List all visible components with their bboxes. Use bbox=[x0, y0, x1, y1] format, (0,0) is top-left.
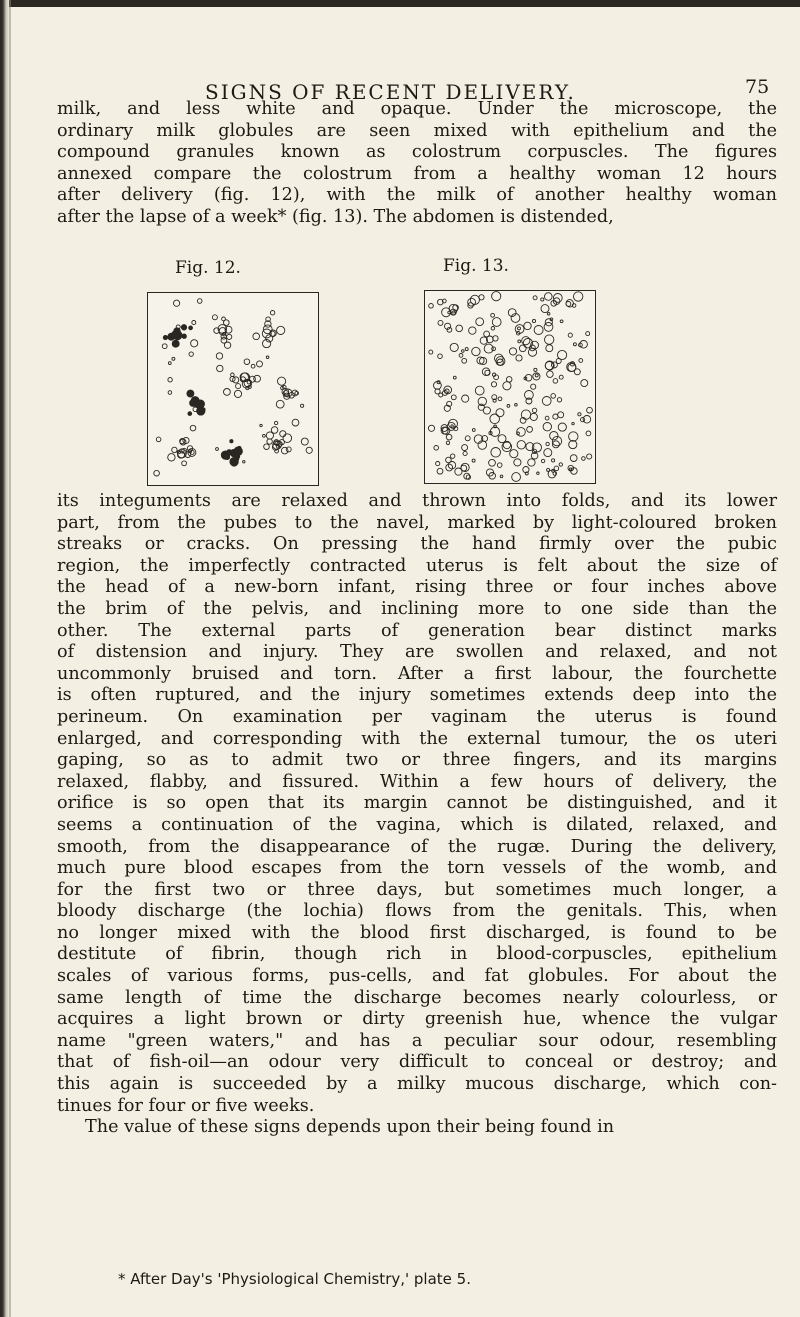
text-line: destitute of fibrin, though rich in blood-corpuscles, epithelium bbox=[57, 944, 777, 965]
globule bbox=[429, 350, 433, 354]
globule bbox=[472, 347, 480, 355]
globule bbox=[156, 437, 161, 442]
globule bbox=[514, 459, 521, 466]
globule bbox=[545, 416, 549, 420]
globule bbox=[485, 370, 490, 375]
text-line: compound granules known as colostrum corpuscles. The figures bbox=[57, 142, 777, 163]
globule bbox=[446, 434, 452, 440]
globule bbox=[528, 459, 535, 466]
text-line: part, from the pubes to the navel, marked by light-coloured broken bbox=[57, 512, 777, 533]
text-line: name "green waters," and has a peculiar sour odour, resembling bbox=[57, 1030, 777, 1051]
globule bbox=[578, 413, 581, 416]
text-line: for the first two or three days, but sometimes much longer, a bbox=[57, 879, 777, 900]
globule bbox=[278, 377, 286, 385]
globule bbox=[541, 298, 544, 301]
globule bbox=[550, 432, 558, 440]
globule bbox=[459, 354, 463, 358]
globule bbox=[286, 447, 291, 452]
globule bbox=[191, 340, 198, 347]
globule bbox=[582, 457, 586, 461]
globule bbox=[482, 368, 490, 376]
globule bbox=[212, 315, 217, 320]
globule bbox=[568, 333, 572, 337]
globule bbox=[267, 439, 272, 444]
globule bbox=[532, 319, 535, 322]
globule bbox=[233, 377, 239, 383]
globule bbox=[517, 441, 525, 449]
text-line: seems a continuation of the vagina, which is dilated, relaxed, and bbox=[57, 814, 777, 835]
globule bbox=[263, 434, 266, 437]
text-line: that of fish-oil—an odour very difficult to conceal or destroy; and bbox=[57, 1052, 777, 1073]
globule bbox=[572, 422, 574, 424]
text-line: uncommonly bruised and torn. After a first labour, the fourchette bbox=[57, 663, 777, 684]
globule bbox=[530, 413, 537, 420]
globule bbox=[558, 412, 564, 418]
globule bbox=[451, 454, 455, 458]
globule bbox=[553, 414, 558, 419]
globule bbox=[557, 398, 561, 402]
globule bbox=[468, 298, 476, 306]
globule bbox=[573, 343, 576, 346]
globule bbox=[257, 361, 263, 367]
text-line: after delivery (fig. 12), with the milk of another healthy woman bbox=[57, 185, 777, 206]
globule bbox=[518, 327, 521, 330]
globule bbox=[451, 425, 453, 427]
globule bbox=[451, 395, 456, 400]
globule bbox=[243, 461, 245, 463]
text-line: its integuments are relaxed and thrown into folds, and its lower bbox=[57, 491, 777, 511]
text-line: acquires a light brown or dirty greenish hue, whence the vulgar bbox=[57, 1009, 777, 1030]
globule bbox=[510, 450, 518, 458]
globule bbox=[463, 451, 467, 455]
globule bbox=[559, 463, 562, 466]
globule bbox=[489, 459, 496, 466]
globule bbox=[188, 412, 192, 416]
globule bbox=[507, 405, 510, 408]
globule bbox=[560, 320, 563, 323]
globule bbox=[586, 332, 590, 336]
globule bbox=[301, 438, 308, 445]
paragraph-colostrum bbox=[57, 99, 777, 229]
globule bbox=[450, 343, 458, 351]
globule bbox=[224, 389, 231, 396]
globule bbox=[271, 427, 278, 434]
figure-13-milk-microscopy bbox=[424, 290, 596, 484]
colostrum-globules-drawing bbox=[148, 293, 318, 485]
text-line: streaks or cracks. On pressing the hand firmly over the pubic bbox=[57, 534, 777, 555]
globule bbox=[518, 340, 521, 343]
globule bbox=[168, 378, 172, 382]
text-line: the head of a new-born infant, rising three or four inches above bbox=[57, 577, 777, 598]
page-number: 75 bbox=[745, 76, 770, 98]
globule bbox=[503, 382, 511, 390]
globule bbox=[541, 459, 544, 462]
globule bbox=[277, 326, 285, 334]
globule bbox=[172, 331, 178, 337]
globule bbox=[190, 400, 197, 407]
globule bbox=[190, 425, 196, 431]
globule bbox=[495, 354, 504, 363]
globule bbox=[479, 295, 484, 300]
text-line: other. The external parts of generation bear distinct marks bbox=[57, 620, 777, 641]
globule bbox=[545, 361, 554, 370]
globule bbox=[472, 429, 475, 432]
globule bbox=[558, 423, 566, 431]
globule bbox=[253, 333, 260, 340]
globule bbox=[266, 356, 269, 359]
globule bbox=[230, 440, 233, 443]
globule bbox=[547, 371, 554, 378]
globule bbox=[472, 459, 475, 462]
globule bbox=[587, 454, 592, 459]
globule bbox=[306, 447, 312, 453]
globule bbox=[532, 408, 536, 412]
globule bbox=[276, 400, 284, 408]
globule bbox=[491, 448, 501, 458]
globule bbox=[260, 424, 262, 426]
text-line: this again is succeeded by a milky mucous discharge, which con- bbox=[57, 1074, 777, 1095]
globule bbox=[546, 345, 553, 352]
globule bbox=[234, 447, 243, 456]
figure-12-label: Fig. 12. bbox=[175, 258, 241, 278]
globule bbox=[251, 364, 255, 368]
globule bbox=[436, 462, 440, 466]
text-line: annexed compare the colostrum from a healthy woman 12 hours bbox=[57, 163, 777, 184]
globule bbox=[494, 375, 499, 380]
globule bbox=[462, 358, 467, 363]
globule bbox=[274, 421, 277, 424]
text-line: milk, and less white and opaque. Under the microscope, the bbox=[57, 99, 777, 119]
globule bbox=[522, 337, 530, 345]
globule bbox=[469, 327, 476, 334]
globule bbox=[542, 397, 551, 406]
text-line: ordinary milk globules are seen mixed with epithelium and the bbox=[57, 120, 777, 141]
globule bbox=[163, 336, 167, 340]
running-head: SIGNS OF RECENT DELIVERY. bbox=[205, 80, 576, 104]
globule bbox=[475, 386, 484, 395]
globule bbox=[227, 334, 232, 339]
paragraph-signs-of-delivery bbox=[57, 491, 777, 1117]
globule bbox=[581, 380, 588, 387]
milk-globules-drawing bbox=[425, 291, 595, 483]
globule bbox=[484, 331, 490, 337]
globule bbox=[491, 327, 495, 331]
page-top-edge bbox=[0, 0, 800, 7]
globule bbox=[301, 404, 304, 407]
globule bbox=[172, 357, 175, 360]
globule bbox=[437, 468, 443, 474]
globule bbox=[428, 425, 434, 431]
globule bbox=[478, 441, 487, 450]
globule bbox=[574, 292, 583, 301]
text-line: relaxed, flabby, and fissured. Within a few hours of delivery, the bbox=[57, 771, 777, 792]
globule bbox=[270, 311, 274, 315]
globule bbox=[531, 384, 536, 389]
text-line: The value of these signs depends upon their being found in bbox=[85, 1117, 615, 1137]
globule bbox=[438, 320, 443, 325]
globule bbox=[462, 350, 465, 353]
globule bbox=[546, 442, 549, 445]
globule bbox=[579, 359, 583, 363]
globule bbox=[500, 475, 503, 478]
globule bbox=[446, 441, 449, 444]
text-line: of distension and injury. They are swollen and relaxed, and not bbox=[57, 642, 777, 663]
globule bbox=[182, 334, 186, 338]
globule bbox=[174, 300, 180, 306]
globule bbox=[534, 368, 537, 371]
globule bbox=[506, 377, 512, 383]
text-line: bloody discharge (the lochia) flows from the genitals. This, when bbox=[57, 901, 777, 922]
globule bbox=[429, 304, 434, 309]
globule bbox=[498, 397, 502, 401]
text-line: no longer mixed with the blood first discharged, is found to be bbox=[57, 922, 777, 943]
globule bbox=[189, 326, 193, 330]
globule bbox=[434, 446, 439, 451]
globule bbox=[533, 296, 537, 300]
text-line: is often ruptured, and the injury sometimes extends deep into the bbox=[57, 685, 777, 706]
globule bbox=[438, 354, 443, 359]
globule bbox=[559, 375, 563, 379]
globule bbox=[496, 409, 504, 417]
globule bbox=[448, 311, 451, 314]
text-line: perineum. On examination per vaginam the uterus is found bbox=[57, 706, 777, 727]
globule bbox=[182, 461, 187, 466]
globule bbox=[230, 458, 238, 466]
globule bbox=[534, 326, 543, 335]
globule bbox=[476, 318, 484, 326]
text-line: orifice is so open that its margin cannot be distinguished, and it bbox=[57, 793, 777, 814]
globule bbox=[224, 342, 230, 348]
globule bbox=[524, 322, 531, 329]
globule bbox=[553, 379, 558, 384]
globule bbox=[189, 352, 193, 356]
globule bbox=[283, 434, 292, 443]
globule bbox=[543, 423, 551, 431]
globule bbox=[519, 345, 526, 352]
paragraph-value-of-signs bbox=[57, 1117, 777, 1139]
text-line: the brim of the pelvis, and inclining more to one side than the bbox=[57, 598, 777, 619]
globule bbox=[462, 395, 469, 402]
globule bbox=[234, 390, 241, 397]
text-line: tinues for four or five weeks. bbox=[57, 1095, 315, 1116]
globule bbox=[168, 391, 172, 395]
text-line: scales of various forms, pus-cells, and fat globules. For about the bbox=[57, 966, 777, 987]
globule bbox=[197, 299, 202, 304]
text-line: smooth, from the disappearance of the rugæ. During the delivery, bbox=[57, 836, 777, 857]
globule bbox=[570, 455, 577, 462]
globule bbox=[264, 444, 270, 450]
globule bbox=[172, 340, 179, 347]
globule bbox=[554, 466, 559, 471]
globule bbox=[586, 431, 591, 436]
globule bbox=[551, 394, 556, 399]
globule bbox=[516, 355, 522, 361]
globule bbox=[181, 325, 186, 330]
globule bbox=[541, 305, 549, 313]
globule bbox=[569, 432, 578, 441]
globule bbox=[187, 390, 194, 397]
globule bbox=[217, 365, 223, 371]
globule bbox=[224, 320, 230, 326]
globule bbox=[512, 473, 521, 482]
globule bbox=[558, 350, 567, 359]
globule bbox=[492, 318, 501, 327]
globule bbox=[462, 445, 468, 451]
globule bbox=[483, 407, 490, 414]
globule bbox=[244, 359, 250, 365]
globule bbox=[456, 325, 463, 332]
text-line: region, the imperfectly contracted uterus is felt about the size of bbox=[57, 555, 777, 576]
footnote: * After Day's 'Physiological Chemistry,' plate 5. bbox=[118, 1270, 471, 1288]
globule bbox=[491, 313, 495, 317]
figure-12-colostrum-microscopy bbox=[147, 292, 319, 486]
globule bbox=[509, 348, 516, 355]
globule bbox=[537, 472, 539, 474]
globule bbox=[292, 419, 299, 426]
globule bbox=[216, 353, 222, 359]
book-gutter-shadow bbox=[0, 0, 9, 1317]
globule bbox=[545, 293, 553, 301]
globule bbox=[515, 404, 518, 407]
globule bbox=[236, 384, 241, 389]
globule bbox=[498, 435, 506, 443]
globule bbox=[587, 407, 593, 413]
globule bbox=[465, 348, 468, 351]
text-line: after the lapse of a week* (fig. 13). The abdomen is distended, bbox=[57, 206, 614, 227]
text-line: enlarged, and corresponding with the external tumour, the os uteri bbox=[57, 728, 777, 749]
globule bbox=[490, 414, 500, 424]
globule bbox=[172, 447, 177, 452]
globule bbox=[168, 362, 171, 365]
globule bbox=[216, 448, 219, 451]
globule bbox=[569, 441, 577, 449]
globule bbox=[552, 459, 555, 462]
globule bbox=[527, 427, 533, 433]
figure-13-label: Fig. 13. bbox=[443, 256, 509, 276]
globule bbox=[249, 376, 255, 382]
globule bbox=[168, 454, 175, 461]
globule bbox=[280, 431, 286, 437]
globule bbox=[162, 344, 167, 349]
globule bbox=[453, 376, 456, 379]
globule bbox=[547, 312, 550, 315]
text-line: same length of time the discharge becomes nearly colourless, or bbox=[57, 987, 777, 1008]
globule bbox=[545, 335, 554, 344]
book-gutter-line bbox=[9, 0, 11, 1317]
text-line: much pure blood escapes from the torn vessels of the womb, and bbox=[57, 858, 777, 879]
globule bbox=[492, 292, 501, 301]
text-line: gaping, so as to admit two or three fingers, and its margins bbox=[57, 750, 777, 771]
globule bbox=[544, 449, 552, 457]
globule bbox=[465, 436, 470, 441]
globule bbox=[154, 470, 160, 476]
globule bbox=[491, 382, 496, 387]
globule bbox=[497, 463, 502, 468]
globule bbox=[192, 321, 196, 325]
globule bbox=[535, 374, 538, 377]
